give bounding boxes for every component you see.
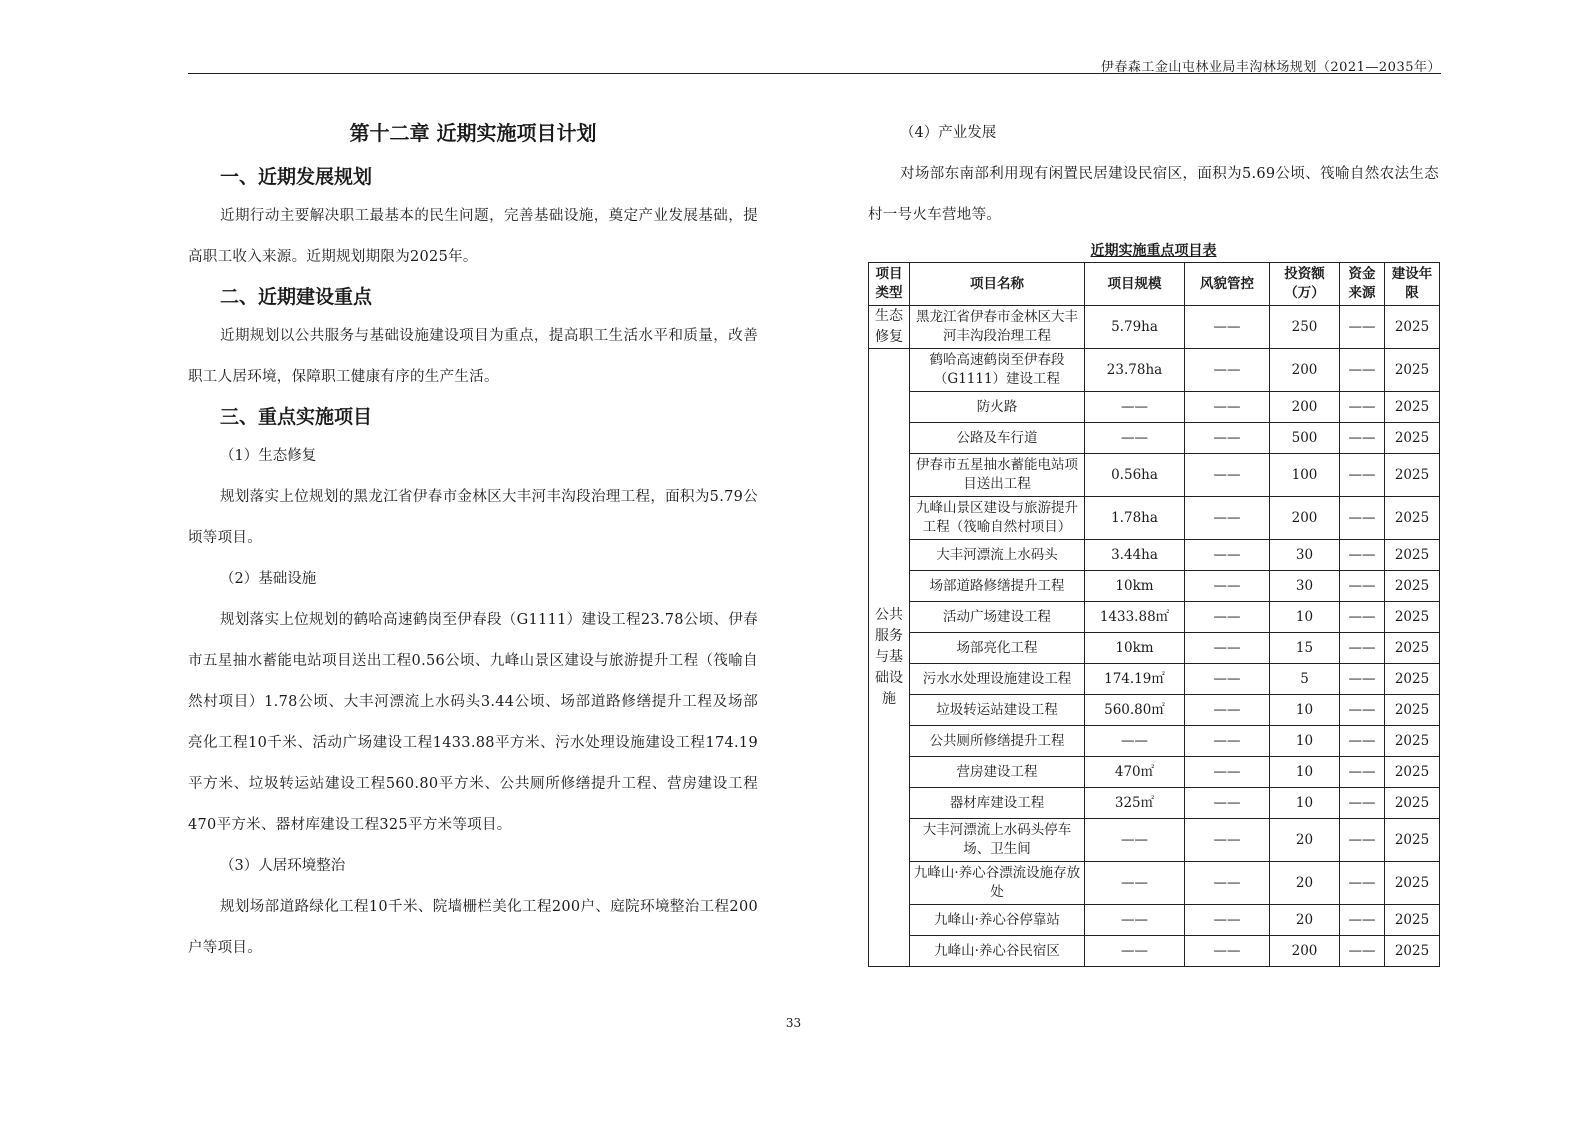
cell-name: 黑龙江省伊春市金林区大丰河丰沟段治理工程 — [910, 306, 1085, 349]
cell-scale: —— — [1085, 862, 1185, 905]
table-row — [869, 633, 1440, 664]
cell-investment: 30 — [1270, 571, 1340, 602]
project-table — [868, 262, 1440, 967]
cell-fund-source: —— — [1340, 862, 1385, 905]
cell-year: 2025 — [1385, 306, 1440, 349]
cell-year: 2025 — [1385, 349, 1440, 392]
cell-year: 2025 — [1385, 633, 1440, 664]
cell-fund-source: —— — [1340, 349, 1385, 392]
cell-scale: 23.78ha — [1085, 349, 1185, 392]
table-row — [869, 454, 1440, 497]
running-header: 伊春森工金山屯林业局丰沟林场规划（2021—2035年） — [1100, 60, 1441, 75]
cell-fund-source: —— — [1340, 905, 1385, 936]
header-fund-source: 资金来源 — [1340, 263, 1385, 306]
cell-style-control: —— — [1185, 306, 1270, 349]
cell-style-control: —— — [1185, 349, 1270, 392]
cell-style-control: —— — [1185, 757, 1270, 788]
cell-fund-source: —— — [1340, 306, 1385, 349]
cell-style-control: —— — [1185, 726, 1270, 757]
cell-scale: 3.44ha — [1085, 540, 1185, 571]
header-investment: 投资额（万） — [1270, 263, 1340, 306]
cell-investment: 10 — [1270, 788, 1340, 819]
cell-year: 2025 — [1385, 540, 1440, 571]
cell-year: 2025 — [1385, 726, 1440, 757]
cell-name: 九峰山景区建设与旅游提升工程（筏喻自然村项目） — [910, 497, 1085, 540]
cell-name: 大丰河漂流上水码头 — [910, 540, 1085, 571]
cell-fund-source: —— — [1340, 454, 1385, 497]
cell-fund-source: —— — [1340, 695, 1385, 726]
cell-year: 2025 — [1385, 757, 1440, 788]
table-row — [869, 862, 1440, 905]
cell-investment: 250 — [1270, 306, 1340, 349]
table-row — [869, 497, 1440, 540]
type-cell-ecology: 生态修复 — [869, 306, 910, 349]
table-row — [869, 602, 1440, 633]
subsection-industry-paragraph: 对场部东南部利用现有闲置民居建设民宿区，面积为5.69公顷、筏喻自然农法生态村一号火车营地等。 — [868, 166, 1439, 223]
subsection-infrastructure-paragraph: 规划落实上位规划的鹤哈高速鹤岗至伊春段（G1111）建设工程23.78公顷、伊春市五星抽水蓄能电站项目送出工程0.56公顷、九峰山景区建设与旅游提升工程（筏喻自然村项目）1.78公顷、大丰河漂流上水码头3.44公顷、场部道路修缮提升工程及场部亮化工程10千米、活动广场建设工程1433.88平方米、污水处理设施建设工程174.19平方米、垃圾转运站建设工程560.80平方米、公共厕所修缮提升工程、营房建设工程470平方米、器材库建设工程325平方米等项目。 — [188, 612, 758, 833]
table-title: 近期实施重点项目表 — [1090, 243, 1217, 259]
table-row — [869, 664, 1440, 695]
cell-name: 伊春市五星抽水蓄能电站项目送出工程 — [910, 454, 1085, 497]
cell-investment: 20 — [1270, 819, 1340, 862]
cell-style-control: —— — [1185, 633, 1270, 664]
cell-scale: —— — [1085, 726, 1185, 757]
cell-year: 2025 — [1385, 695, 1440, 726]
table-row — [869, 726, 1440, 757]
section-title-1: 一、近期发展规划 — [220, 166, 373, 188]
cell-name: 大丰河漂流上水码头停车场、卫生间 — [910, 819, 1085, 862]
cell-name: 公路及车行道 — [910, 423, 1085, 454]
cell-name: 场部道路修缮提升工程 — [910, 571, 1085, 602]
cell-investment: 100 — [1270, 454, 1340, 497]
cell-scale: 1.78ha — [1085, 497, 1185, 540]
cell-style-control: —— — [1185, 392, 1270, 423]
cell-year: 2025 — [1385, 819, 1440, 862]
cell-scale: —— — [1085, 819, 1185, 862]
header-scale: 项目规模 — [1085, 263, 1185, 306]
cell-year: 2025 — [1385, 602, 1440, 633]
right-column — [868, 113, 1439, 967]
cell-style-control: —— — [1185, 423, 1270, 454]
type-cell-public-service: 公共服务与基础设施 — [869, 349, 910, 967]
table-row — [869, 571, 1440, 602]
subsection-living-environment: （3）人居环境整治 — [220, 858, 346, 874]
cell-name: 九峰山·养心谷停靠站 — [910, 905, 1085, 936]
cell-investment: 20 — [1270, 862, 1340, 905]
cell-year: 2025 — [1385, 571, 1440, 602]
section-title-2: 二、近期建设重点 — [220, 286, 373, 308]
cell-investment: 10 — [1270, 695, 1340, 726]
table-row — [869, 306, 1440, 349]
table-row — [869, 349, 1440, 392]
cell-fund-source: —— — [1340, 757, 1385, 788]
cell-scale: —— — [1085, 423, 1185, 454]
cell-scale: —— — [1085, 936, 1185, 967]
table-row — [869, 392, 1440, 423]
cell-year: 2025 — [1385, 905, 1440, 936]
cell-year: 2025 — [1385, 497, 1440, 540]
section-1-paragraph: 近期行动主要解决职工最基本的民生问题，完善基础设施，奠定产业发展基础，提高职工收入来源。近期规划期限为2025年。 — [188, 208, 758, 265]
cell-style-control: —— — [1185, 540, 1270, 571]
cell-style-control: —— — [1185, 905, 1270, 936]
cell-fund-source: —— — [1340, 540, 1385, 571]
cell-investment: 5 — [1270, 664, 1340, 695]
cell-style-control: —— — [1185, 936, 1270, 967]
cell-year: 2025 — [1385, 392, 1440, 423]
cell-fund-source: —— — [1340, 819, 1385, 862]
cell-name: 器材库建设工程 — [910, 788, 1085, 819]
cell-name: 污水水处理设施建设工程 — [910, 664, 1085, 695]
cell-name: 营房建设工程 — [910, 757, 1085, 788]
cell-investment: 200 — [1270, 392, 1340, 423]
cell-scale: —— — [1085, 905, 1185, 936]
subsection-living-environment-paragraph: 规划场部道路绿化工程10千米、院墙栅栏美化工程200户、庭院环境整治工程200户等项目。 — [188, 899, 758, 956]
cell-fund-source: —— — [1340, 726, 1385, 757]
cell-scale: 470㎡ — [1085, 757, 1185, 788]
cell-fund-source: —— — [1340, 423, 1385, 454]
cell-fund-source: —— — [1340, 664, 1385, 695]
table-row — [869, 819, 1440, 862]
table-row — [869, 695, 1440, 726]
table-row — [869, 905, 1440, 936]
cell-scale: —— — [1085, 392, 1185, 423]
table-row — [869, 788, 1440, 819]
cell-fund-source: —— — [1340, 497, 1385, 540]
cell-style-control: —— — [1185, 819, 1270, 862]
section-title-3: 三、重点实施项目 — [220, 406, 373, 428]
cell-year: 2025 — [1385, 862, 1440, 905]
header-year: 建设年限 — [1385, 263, 1440, 306]
cell-fund-source: —— — [1340, 392, 1385, 423]
cell-scale: 0.56ha — [1085, 454, 1185, 497]
cell-investment: 30 — [1270, 540, 1340, 571]
cell-scale: 560.80㎡ — [1085, 695, 1185, 726]
cell-year: 2025 — [1385, 788, 1440, 819]
cell-fund-source: —— — [1340, 602, 1385, 633]
cell-fund-source: —— — [1340, 571, 1385, 602]
cell-scale: 174.19㎡ — [1085, 664, 1185, 695]
cell-style-control: —— — [1185, 602, 1270, 633]
table-row — [869, 540, 1440, 571]
cell-year: 2025 — [1385, 936, 1440, 967]
cell-year: 2025 — [1385, 454, 1440, 497]
cell-scale: 5.79ha — [1085, 306, 1185, 349]
subsection-infrastructure: （2）基础设施 — [220, 571, 317, 587]
cell-investment: 20 — [1270, 905, 1340, 936]
cell-fund-source: —— — [1340, 633, 1385, 664]
cell-investment: 500 — [1270, 423, 1340, 454]
cell-name: 垃圾转运站建设工程 — [910, 695, 1085, 726]
cell-name: 鹤哈高速鹤岗至伊春段（G1111）建设工程 — [910, 349, 1085, 392]
cell-investment: 10 — [1270, 757, 1340, 788]
cell-scale: 10km — [1085, 633, 1185, 664]
cell-scale: 10km — [1085, 571, 1185, 602]
cell-fund-source: —— — [1340, 788, 1385, 819]
header-style-control: 风貌管控 — [1185, 263, 1270, 306]
page-number: 33 — [785, 1016, 802, 1030]
table-row — [869, 757, 1440, 788]
cell-style-control: —— — [1185, 454, 1270, 497]
subsection-industry: （4）产业发展 — [900, 125, 997, 141]
table-row — [869, 936, 1440, 967]
cell-name: 九峰山·养心谷漂流设施存放处 — [910, 862, 1085, 905]
cell-investment: 200 — [1270, 936, 1340, 967]
subsection-ecology: （1）生态修复 — [220, 448, 317, 464]
left-column — [188, 118, 758, 969]
section-2-paragraph: 近期规划以公共服务与基础设施建设项目为重点，提高职工生活水平和质量，改善职工人居环境，保障职工健康有序的生产生活。 — [188, 328, 758, 385]
cell-fund-source: —— — [1340, 936, 1385, 967]
cell-investment: 200 — [1270, 349, 1340, 392]
cell-investment: 15 — [1270, 633, 1340, 664]
cell-name: 场部亮化工程 — [910, 633, 1085, 664]
cell-style-control: —— — [1185, 571, 1270, 602]
cell-name: 公共厕所修缮提升工程 — [910, 726, 1085, 757]
cell-investment: 10 — [1270, 726, 1340, 757]
cell-name: 防火路 — [910, 392, 1085, 423]
header-name: 项目名称 — [910, 263, 1085, 306]
cell-name: 九峰山·养心谷民宿区 — [910, 936, 1085, 967]
subsection-ecology-paragraph: 规划落实上位规划的黑龙江省伊春市金林区大丰河丰沟段治理工程，面积为5.79公顷等项目。 — [188, 489, 758, 546]
table-body — [869, 306, 1440, 967]
cell-style-control: —— — [1185, 497, 1270, 540]
cell-style-control: —— — [1185, 695, 1270, 726]
cell-investment: 10 — [1270, 602, 1340, 633]
table-row — [869, 423, 1440, 454]
chapter-title: 第十二章 近期实施项目计划 — [349, 121, 597, 145]
cell-year: 2025 — [1385, 664, 1440, 695]
cell-scale: 1433.88㎡ — [1085, 602, 1185, 633]
cell-scale: 325㎡ — [1085, 788, 1185, 819]
table-header-row — [869, 263, 1440, 306]
header-rule — [188, 73, 1441, 74]
cell-year: 2025 — [1385, 423, 1440, 454]
cell-style-control: —— — [1185, 788, 1270, 819]
cell-name: 活动广场建设工程 — [910, 602, 1085, 633]
header-type: 项目类型 — [869, 263, 910, 306]
cell-style-control: —— — [1185, 664, 1270, 695]
cell-style-control: —— — [1185, 862, 1270, 905]
cell-investment: 200 — [1270, 497, 1340, 540]
